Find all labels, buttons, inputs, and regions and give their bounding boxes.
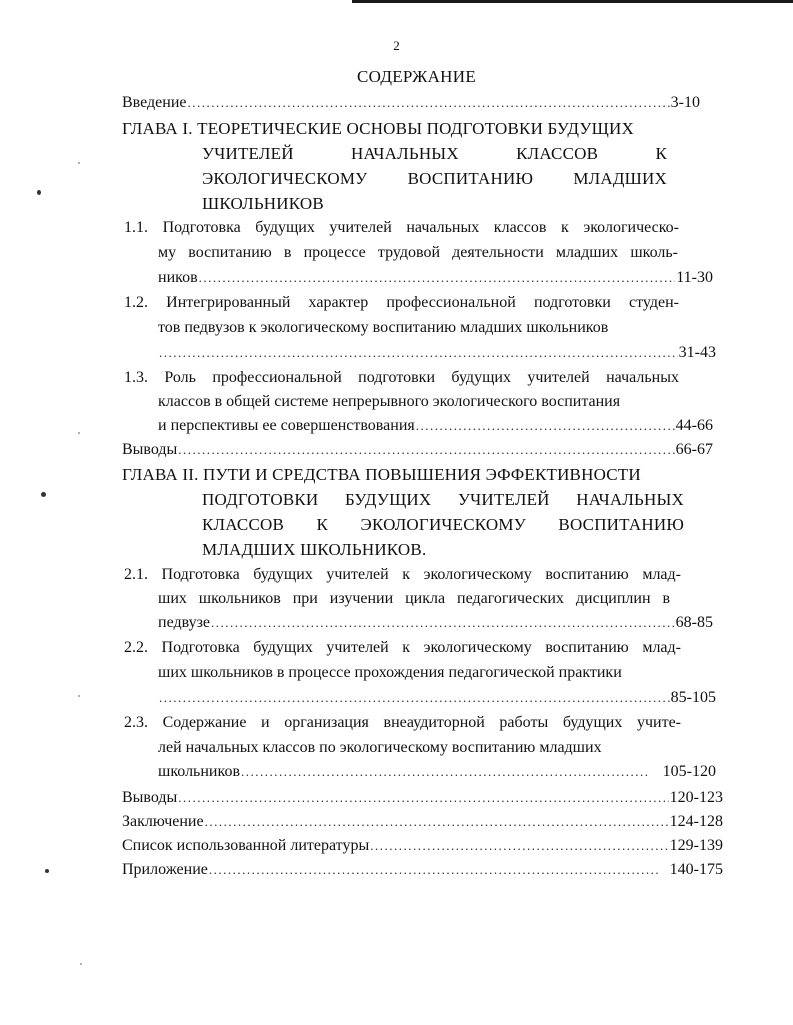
section-2-2-line-1: 2.2. Подготовка будущих учителей к экологическому воспитанию млад- <box>124 639 681 656</box>
scan-speck <box>41 492 46 497</box>
toc-entry-conclusion <box>122 812 723 832</box>
toc-entry-pages: 31-43 <box>678 344 716 361</box>
section-2-1-line-2: ших школьников при изучении цикла педагогических дисциплин в <box>158 590 670 607</box>
section-2-3-line-2: лей начальных классов по экологическому воспитанию младших <box>158 739 602 756</box>
section-1-3-line-2: классов в общей системе непрерывного экологического воспитания <box>158 393 621 410</box>
page-title: СОДЕРЖАНИЕ <box>356 67 477 86</box>
toc-entry-label: Список использованной литературы <box>122 837 370 854</box>
section-2-1-line-1: 2.1. Подготовка будущих учителей к экологическому воспитанию млад- <box>124 566 681 583</box>
scan-speck <box>78 695 80 697</box>
toc-entry-references <box>122 836 723 856</box>
chapter-1-heading <box>122 116 667 216</box>
toc-entry-label: ников <box>158 269 198 286</box>
chapter-1-line-4: ШКОЛЬНИКОВ <box>202 194 324 213</box>
scan-speck <box>78 432 80 434</box>
chapter-2-line-1: ГЛАВА II. ПУТИ И СРЕДСТВА ПОВЫШЕНИЯ ЭФФЕКТИВНОСТИ <box>122 465 641 484</box>
toc-entry-conclusions-2 <box>122 788 723 808</box>
leader-dots <box>199 268 676 288</box>
scan-speck <box>37 190 41 195</box>
page-number: 2 <box>393 38 400 53</box>
section-1-2-line-2: тов педвузов к экологическому воспитанию младших школьников <box>158 319 609 336</box>
toc-entry-pages: 140-175 <box>669 861 723 878</box>
leader-dots <box>416 416 675 436</box>
leader-dots <box>178 440 674 460</box>
section-2-2-line-2: ших школьников в процессе прохождения педагогической практики <box>158 664 622 681</box>
leader-dots <box>211 613 675 633</box>
toc-entry-pages: 129-139 <box>669 837 723 854</box>
toc-entry-pages: 85-105 <box>670 689 716 706</box>
leader-dots <box>370 836 668 856</box>
section-1-1-line-1: 1.1. Подготовка будущих учителей начальных классов к экологическо- <box>124 219 679 236</box>
toc-entry-label: Выводы <box>122 789 178 806</box>
toc-entry-label: Заключение <box>122 813 204 830</box>
toc-entry-label: Введение <box>122 94 187 111</box>
section-2-3-line-1: 2.3. Содержание и организация внеаудиторной работы будущих учите- <box>124 714 681 731</box>
chapter-1-line-2: УЧИТЕЛЕЙ НАЧАЛЬНЫХ КЛАССОВ К <box>202 144 667 163</box>
toc-entry-2-2 <box>158 688 716 708</box>
chapter-1-line-3: ЭКОЛОГИЧЕСКОМУ ВОСПИТАНИЮ МЛАДШИХ <box>202 169 667 188</box>
leader-dots <box>178 788 668 808</box>
toc-entry-1-3 <box>158 416 713 436</box>
chapter-2-heading <box>122 462 684 562</box>
toc-entry-pages: 3-10 <box>670 94 700 111</box>
toc-entry-pages: 120-123 <box>669 789 723 806</box>
toc-entry-1-1 <box>158 268 713 288</box>
chapter-2-line-3: КЛАССОВ К ЭКОЛОГИЧЕСКОМУ ВОСПИТАНИЮ <box>202 515 684 534</box>
toc-entry-2-1 <box>158 613 713 633</box>
section-1-3-line-1: 1.3. Роль профессиональной подготовки будущих учителей начальных <box>124 369 679 386</box>
toc-entry-label: Выводы <box>122 441 178 458</box>
toc-entry-pages: 105-120 <box>662 763 716 780</box>
toc-entry-pages: 11-30 <box>676 269 713 286</box>
toc-entry-pages: 66-67 <box>675 441 713 458</box>
leader-dots <box>209 860 661 880</box>
section-1-2-line-1: 1.2. Интегрированный характер профессиональной подготовки студен- <box>124 294 679 311</box>
toc-entry-pages: 68-85 <box>675 614 713 631</box>
scan-top-border <box>352 0 793 3</box>
chapter-1-line-1: ГЛАВА I. ТЕОРЕТИЧЕСКИЕ ОСНОВЫ ПОДГОТОВКИ БУДУЩИХ <box>122 119 634 138</box>
section-1-1-line-2: му воспитанию в процессе трудовой деятельности младших школь- <box>158 244 678 261</box>
leader-dots <box>205 812 669 832</box>
toc-entry-appendix <box>122 860 723 880</box>
leader-dots <box>241 762 650 782</box>
toc-entry-label: Приложение <box>122 861 208 878</box>
toc-entry-pages: 124-128 <box>669 813 723 830</box>
scan-speck <box>80 963 82 965</box>
toc-entry-label: и перспективы ее совершенствования <box>158 417 415 434</box>
toc-entry-2-3 <box>158 762 716 782</box>
scan-speck <box>45 869 49 873</box>
scan-speck <box>78 162 80 164</box>
chapter-2-line-4: МЛАДШИХ ШКОЛЬНИКОВ. <box>202 540 427 559</box>
leader-dots <box>188 93 670 113</box>
toc-entry-label: школьников <box>158 763 240 780</box>
toc-entry-intro <box>122 93 700 113</box>
leader-dots <box>159 343 678 363</box>
leader-dots <box>159 688 670 708</box>
toc-entry-1-2 <box>158 343 716 363</box>
toc-entry-pages: 44-66 <box>675 417 713 434</box>
toc-entry-label: педвузе <box>158 614 211 631</box>
chapter-2-line-2: ПОДГОТОВКИ БУДУЩИХ УЧИТЕЛЕЙ НАЧАЛЬНЫХ <box>202 490 684 509</box>
toc-entry-conclusions-1 <box>122 440 713 460</box>
